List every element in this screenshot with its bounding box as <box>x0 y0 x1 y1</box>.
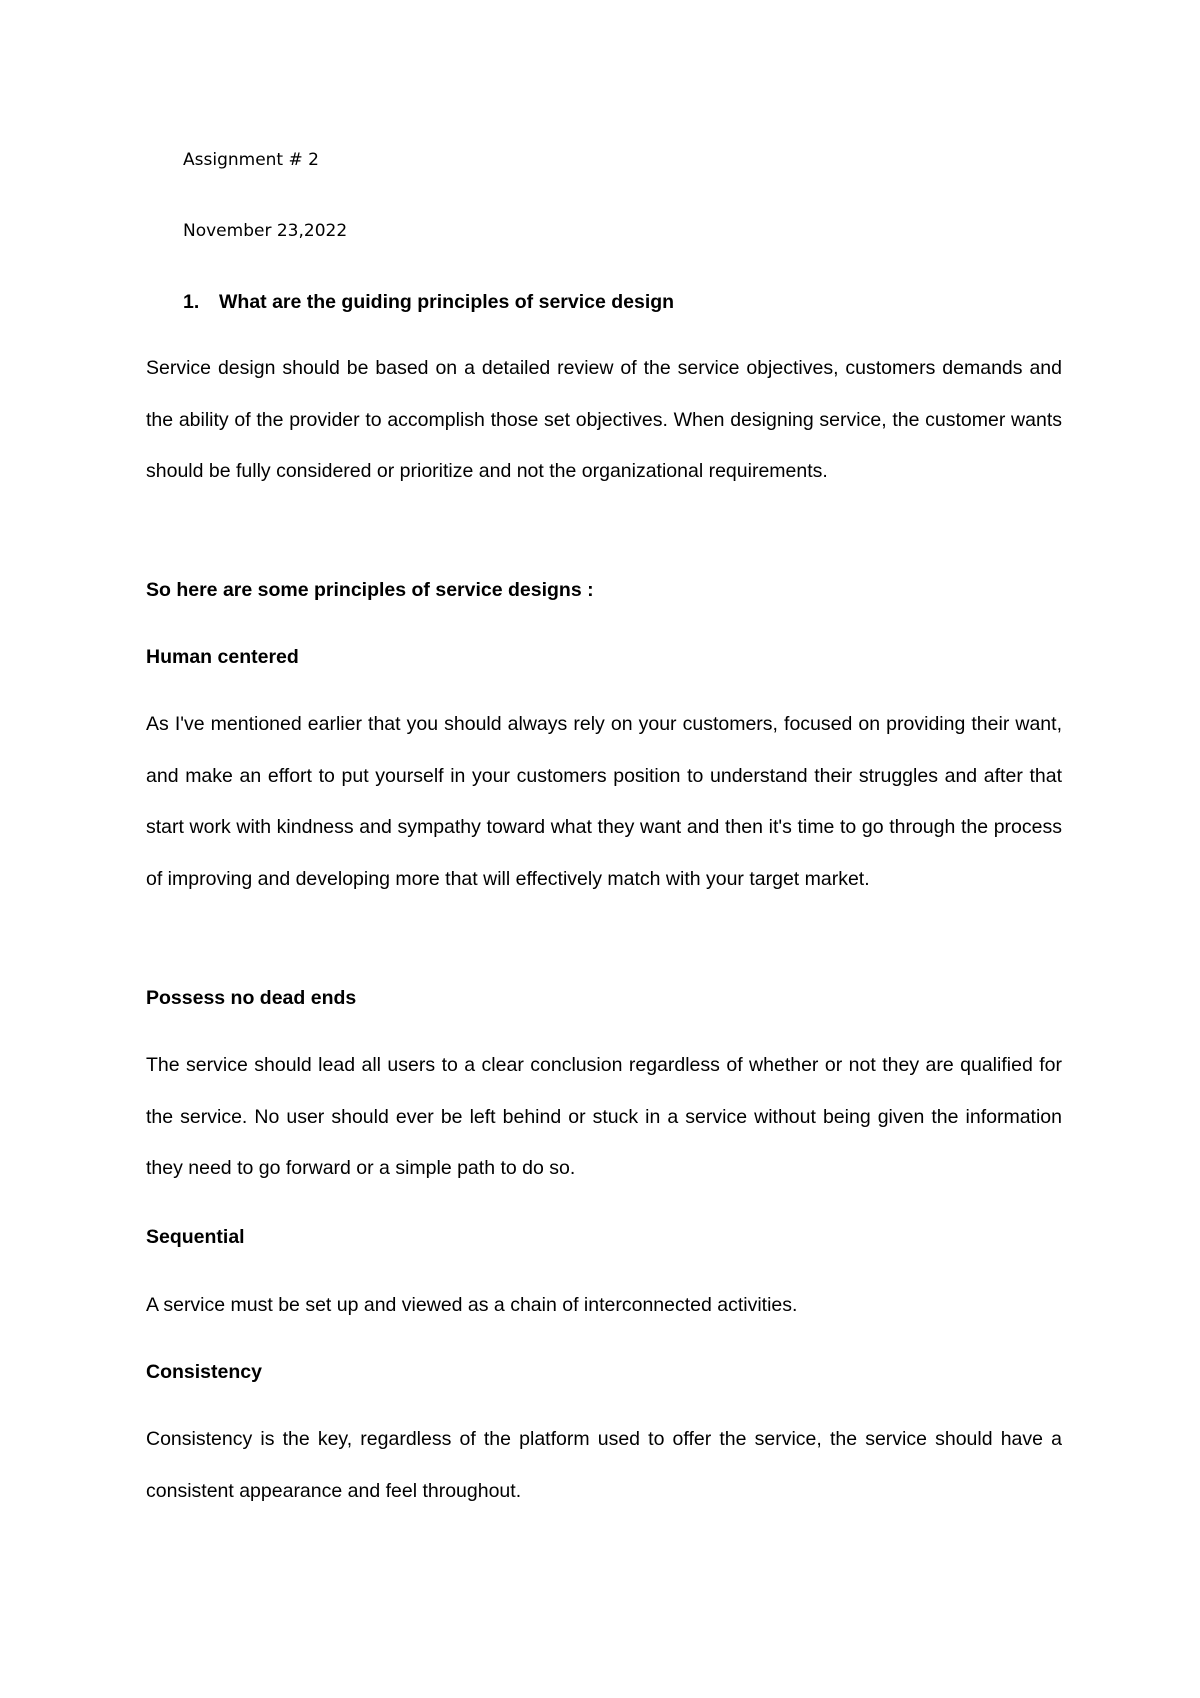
assignment-label: Assignment # 2 <box>183 150 319 170</box>
section-heading-no-dead-ends: Possess no dead ends <box>146 987 357 1009</box>
section-body-consistency: Consistency is the key, regardless of the platform used to offer the service, the service should have a consistent appearance and feel throughout. <box>146 1428 1062 1502</box>
section-body-human-centered: As I've mentioned earlier that you should always rely on your customers, focused on providing their want, and make an effort to put yourself in your customers position to understand their struggles and after that start work with kindness and sympathy toward what they want and then it's time to go through the process of improving and developing more that will effectively match with your target market. <box>146 713 1062 890</box>
question-number: 1. <box>183 291 200 313</box>
section-body-no-dead-ends: The service should lead all users to a clear conclusion regardless of whether or not they are qualified for the service. No user should ever be left behind or stuck in a service without being given the information they need to go forward or a simple path to do so. <box>146 1054 1062 1179</box>
section-heading-consistency: Consistency <box>146 1361 262 1383</box>
principles-heading: So here are some principles of service designs : <box>146 579 594 601</box>
section-body-sequential: A service must be set up and viewed as a chain of interconnected activities. <box>146 1294 798 1316</box>
section-heading-human-centered: Human centered <box>146 646 299 668</box>
intro-paragraph: Service design should be based on a detailed review of the service objectives, customers demands and the ability of the provider to accomplish those set objectives. When designing service, the customer wants should be fully considered or prioritize and not the organizational requirements. <box>146 357 1062 482</box>
section-heading-sequential: Sequential <box>146 1226 245 1248</box>
question-heading <box>183 288 674 316</box>
question-text: What are the guiding principles of service design <box>219 291 675 313</box>
assignment-date: November 23,2022 <box>183 221 348 241</box>
